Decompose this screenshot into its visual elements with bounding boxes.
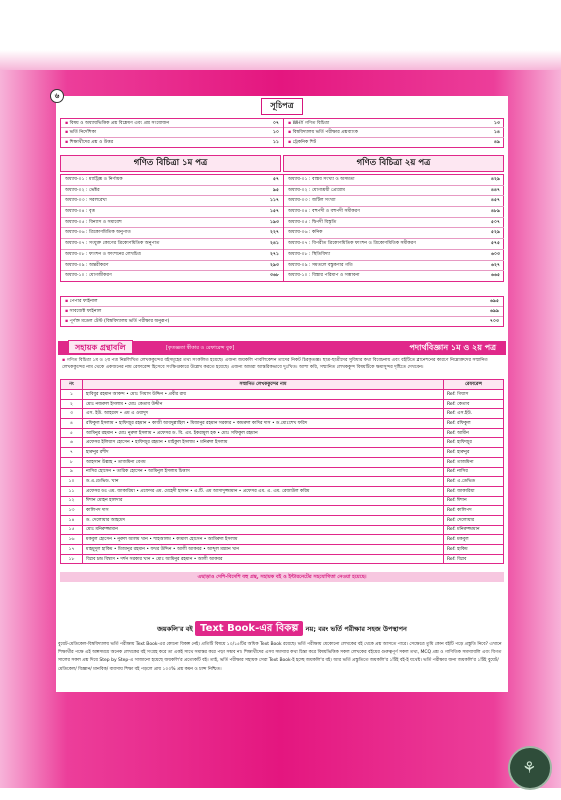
cell-no: ৮: [61, 457, 83, 467]
cell-name: প্রফেসর ইলিয়াস হোসেন • হাফিজুর রহমান • মাইকুল ইসলাম • মনিরুল ইসলাম: [83, 438, 444, 448]
cell-ref: Ref: নাসির: [444, 467, 504, 477]
cell-name: রফিকুল ইসলাম • হাফিজুর রহমান • কাজী আবদুল্লাহিল • মিজানুর রহমান সরকার • কামরুল কাদির দাস • ড.মোঃশেখ ফরিদ: [83, 419, 444, 429]
cell-name: এস. ইউ. আহমেদ • এম এ ওয়াদুদ: [83, 409, 444, 419]
cell-ref: Ref: মনিরুজ্জামান: [444, 525, 504, 535]
reference-table-body: [61, 390, 504, 564]
cell-name: মোঃ মনিরুজ্জামান: [83, 525, 444, 535]
cell-ref: Ref: হাকিম: [444, 545, 504, 555]
cell-no: ১৩: [61, 506, 83, 516]
chapter-item[interactable]: অধ্যায়-০৭ : সংযুক্ত কোণের ত্রিকোণমিতিক অনুপাত ২৪১: [61, 239, 283, 250]
watermark-logo: [508, 746, 552, 790]
table-row: [61, 486, 504, 496]
chapter-item[interactable]: অধ্যায়-০১ : বাস্তব সংখ্যা ও অসমতা ৪২৯: [284, 175, 504, 186]
paper2-chapter-list: [284, 175, 504, 282]
textbook-line: জয়কলি'র বই Text Book-এর বিকল্প নয়; বরং ভর্তি পরীক্ষার সহজ উপস্থাপন: [157, 623, 407, 634]
paper1-heading: গণিত বিচিত্রা ১ম পত্র: [60, 155, 281, 172]
chapter-item[interactable]: অধ্যায়-১০ : যোগজীকরণ ৩৬৮: [65, 273, 279, 279]
cell-ref: Ref: মকবুল: [444, 535, 504, 545]
chapter-item[interactable]: অধ্যায়-০২ : যোগাশ্রয়ী প্রোগ্রাম ৪৪৭: [284, 186, 504, 197]
page-title: সূচিপত্র: [261, 98, 302, 115]
cell-no: ৫: [61, 428, 83, 438]
cell-name: ড.এ.ডেভিড. খান: [83, 477, 444, 487]
cell-ref: Ref: জাকারিয়া: [444, 486, 504, 496]
cell-ref: Ref: বিপ্লব: [444, 554, 504, 564]
reference-notice: ▪ গণিত বিচিত্রা ১ম ও ২য় পত্র নিম্নলিখিত লেখককুন্দের বইসমূহের তথ্য সংকলিত হয়েছে। এজন্য জয়কলি পাবলিকেশন তাদের নিকট চিরকৃতজ্ঞ। ছাত্র-ছাত্রীদের সুবিধার কথা বিবেচনায় এবং বইটিতে ব্লানেশনের কারণে নিম্নোক্তদের সম্মানিত লেখককুন্দের নাম থেকে একজনের নাম রেফারেন্স হিসেবে সংক্ষিপ্তকারে উল্লেখ করতে হয়েছে। এজন্য আমরা আন্তরিকভাবে দুঃখিত। আশা করি, সম্মানিত লেখককুন্দ বিষয়টিকে ক্ষমাসুন্দর দৃষ্টিতে দেখবেন।: [62, 358, 488, 370]
list-item[interactable]: ▪ পূর্ণাঙ্গ মডেল টেস্ট (বিশ্ববিদ্যালয় ভর্তি পরীক্ষার অনুরূপ) ৭০৩: [65, 319, 499, 324]
table-row: [61, 515, 504, 525]
table-row: [61, 477, 504, 487]
list-item[interactable]: ▪ সাবজেক্ট ফাইনাল ৬৯৯: [61, 307, 503, 317]
chapter-item[interactable]: অধ্যায়-০৫ : বিন্যাস ও সমাবেশ ১৯৩: [61, 218, 283, 229]
col-no: নং: [61, 380, 83, 390]
chapter-item[interactable]: অধ্যায়-০১ : ম্যাট্রিক্স ও নির্ণায়ক ৫৭: [61, 175, 283, 186]
list-item[interactable]: ▪ WHY গণিত বিচিত্রা ১৩: [284, 119, 504, 128]
cell-ref: Ref: এ.ডেভিড: [444, 477, 504, 487]
table-row: [61, 457, 504, 467]
list-item[interactable]: ▪ পেপার ফাইনাল ৬৯৫: [61, 297, 503, 307]
cell-ref: Ref: কেতাব: [444, 399, 504, 409]
cell-ref: Ref: ঈশান: [444, 496, 504, 506]
cell-no: ৩: [61, 409, 83, 419]
reference-subtitle: [কৃতজ্ঞতা স্বীকার ও রেফারেন্স বুক]: [166, 345, 235, 351]
table-row: [61, 506, 504, 516]
cell-no: ১৭: [61, 545, 83, 555]
cell-name: ড. দেলোয়ার আহমেদ: [83, 515, 444, 525]
chapter-item[interactable]: অধ্যায়-০৭ : বিপরীত ত্রিকোণমিতিক ফাংশন ও ত্রিকোণমিতিক সমীকরণ ৫৭৫: [284, 239, 504, 250]
cell-ref: Ref: আমীন: [444, 428, 504, 438]
top-index-box: [60, 118, 504, 148]
chapter-item[interactable]: অধ্যায়-০৬ : কনিক ৫২৯: [284, 228, 504, 239]
cell-ref: Ref: কালিপদ: [444, 506, 504, 516]
chapter-item[interactable]: অধ্যায়-০৮ : ফাংশন ও ফাংশনের লেখচিত্র ২৭১: [61, 250, 283, 261]
cell-no: ১০: [61, 477, 83, 487]
cell-no: ৭: [61, 448, 83, 458]
list-item[interactable]: ▪ বিশ্ববিদ্যালয় ভর্তি পরীক্ষার প্রশ্নব্যাংক ১৪: [284, 128, 504, 137]
cell-ref: Ref: হাফিজুর: [444, 438, 504, 448]
cell-no: ১১: [61, 486, 83, 496]
textbook-highlight: Text Book-এর বিকল্প: [195, 621, 303, 636]
chapter-item[interactable]: অধ্যায়-০৯ : সমতলে বস্তুকণার গতি ৬২৭: [284, 261, 504, 272]
chapter-item[interactable]: অধ্যায়-০৮ : স্থিতিবিদ্যা ৬০৩: [284, 250, 504, 261]
table-header-row: [61, 380, 504, 390]
cell-ref: Ref: তাজমিনা: [444, 457, 504, 467]
list-item[interactable]: ▪ বিষয় ও অধ্যায়ভিত্তিক প্রশ্ন বিশ্লেষণ এবং প্রশ্ন সংযোজন ০৭: [61, 119, 283, 128]
finals-box: [60, 296, 504, 327]
table-row: [61, 525, 504, 535]
chapter-item[interactable]: অধ্যায়-০৪ : বৃত্ত ১৫৭: [61, 207, 283, 218]
col-ref: রেফারেন্স: [444, 380, 504, 390]
page-number: ৬: [50, 89, 64, 103]
cell-no: ১৫: [61, 525, 83, 535]
reference-banner: [58, 341, 506, 355]
reference-foot-note: এছাড়াও দেশি-বিদেশি বহু গ্রন্থ, সহায়ক বই ও ইন্টারনেটের সহযোগিতা নেওয়া হয়েছে।: [60, 572, 504, 582]
table-row: [61, 438, 504, 448]
table-row: [61, 399, 504, 409]
chapter-item[interactable]: অধ্যায়-০২ : ভেক্টর ৯৫: [61, 186, 283, 197]
cell-ref: Ref: গিয়াস: [444, 390, 504, 400]
list-item[interactable]: ▪ শিক্ষার্থীদের প্রশ্ন ও উত্তর ১১: [65, 139, 279, 145]
cell-no: ১৪: [61, 515, 83, 525]
description-paragraph: বুয়েট-মেডিকেল-বিশ্ববিদ্যালয় ভর্তি পরীক্ষায় Text Book-এর কোনো বিকল্প নেই। প্রতিটি বিষয়ে ১০/১৫টির অধিক Text Book রয়েছে। ভর্তি পরীক্ষায় যেকোনো লেখকের বই থেকে প্রশ্ন আসতে পারে। সেক্ষেত্রে তুমি কোন বইটি পড়ে প্রস্তুতি নিবে? এখানে শিক্ষার্থীর পক্ষে এই অল্পসময়ে অনেক লেখকের বই সংগ্রহ করে তা একই সাথে সমান্তর করে পড়া সম্ভব না। শিক্ষার্থীদের এসব সমস্যার কথা চিন্তা করে বিষয়ভিত্তিক সকল লেখকের বইয়ের গুরুত্বপূর্ণ সকল তথ্য, MCQ প্রশ্ন ও গাণিতিক সমস্যাবলি এবং বিগত সালের সকল প্রশ্ন দিয়ে Step by Step-এ সাজানো হয়েছে জয়কলি'র প্রত্যেকটি বই। তাই, ভর্তি পরীক্ষার সহায়ক সেরা Text Book-ই হচ্ছে জয়কলি'র বই। আর ভর্তি প্রস্তুতিতে জয়কলি'র ১টিই বই-ই যথেষ্ট। ভর্তি পরীক্ষার জন্য জয়কলি'র ১টিই বুয়েট/ মেডিকেল/ বিজ্ঞান/ মানবিক/ ব্যবসায় শিক্ষা বই পড়লে প্রায় ১০০% প্রশ্ন কমন ও চান্স নিশ্চিত।: [58, 642, 502, 672]
cell-no: ১৮: [61, 554, 83, 564]
paper1-chapter-list: [61, 175, 283, 282]
table-row: [61, 409, 504, 419]
cell-no: ২: [61, 399, 83, 409]
cell-name: বিপ্লব চন্দ্র বিশ্বাস • দর্শন সরকার খান • মোঃ আমিনুর রহমান • আলী আকবর: [83, 554, 444, 564]
cell-ref: Ref: দেলোয়ার: [444, 515, 504, 525]
list-item[interactable]: ▪ ভর্তি নির্দেশিকা ১০: [61, 128, 283, 137]
paper2-heading: গণিত বিচিত্রা ২য় পত্র: [283, 155, 504, 172]
cell-no: ১: [61, 390, 83, 400]
table-row: [61, 390, 504, 400]
reference-subject: পদার্থবিজ্ঞান ১ম ও ২য় পত্র: [409, 343, 496, 352]
cell-ref: Ref: হারুনুর: [444, 448, 504, 458]
title-bar: [56, 96, 508, 114]
cell-ref: Ref: এস.ইউ.: [444, 409, 504, 419]
cell-no: ১২: [61, 496, 83, 506]
cell-name: হাবিবুর রহমান আকন্দ • মোঃ গিয়াস উদ্দিন • প্রবীর রায়: [83, 390, 444, 400]
table-row: [61, 428, 504, 438]
cell-ref: Ref: রফিকুল: [444, 419, 504, 429]
table-row: [61, 535, 504, 545]
cell-name: মোঃ নজরুল ইসলাম • মোঃ কেতাব উদ্দীন: [83, 399, 444, 409]
list-item[interactable]: ▪ ট্রেকনিক শিট ৪৯: [288, 139, 500, 145]
col-name: সম্মানিত লেখককুন্দের নাম: [83, 380, 444, 390]
cell-name: মকবুল হোসেন • নুরুল আলম খান • শাহআলম • কামাল হোসেন • আমিরুল ইসলাম: [83, 535, 444, 545]
table-row: [61, 467, 504, 477]
top-right-list: [284, 119, 504, 147]
chapter-item[interactable]: অধ্যায়-০৩ : সরলরেখা ১১৭: [61, 196, 283, 207]
cell-no: ৯: [61, 467, 83, 477]
notice-bullet-icon: ▪: [62, 358, 67, 363]
book-icon: ⚘: [522, 758, 537, 777]
cell-name: আহসান উল্লাহ • তাজমিনা বেগম: [83, 457, 444, 467]
chapter-item[interactable]: অধ্যায়-০৪ : বহুপদী ও বহুপদী সমীকরণ ৪৮৯: [284, 207, 504, 218]
cell-no: ৬: [61, 438, 83, 448]
chapter-item[interactable]: অধ্যায়-০৯ : অন্তরীকরণ ২৯৩: [61, 261, 283, 272]
table-row: [61, 448, 504, 458]
table-row: [61, 496, 504, 506]
cell-name: ঈশান মোহন হালদার: [83, 496, 444, 506]
chapter-box: [60, 174, 504, 282]
cell-name: আমিনুর রহমান • মোঃ নুরুল ইসলাম • প্রফেসর ড. বি. এম. ইকরামুল হক • মোঃ সফিকুল রহমান: [83, 428, 444, 438]
top-left-list: [61, 119, 283, 147]
reference-title: সহায়ক গ্রন্থাবলি: [68, 340, 133, 354]
table-row: [61, 545, 504, 555]
cell-name: প্রফেসর ডঃ এম. জাকারিয়া • প্রফেসর এম. মেহেদী হাসান • এ.টি. এম আসাদুজ্জামান • প্রফেসর এম. এ. এম. রেজাউল করিম: [83, 486, 444, 496]
chapter-item[interactable]: অধ্যায়-০৬ : ত্রিকোণমিতিক অনুপাত ২২৭: [61, 228, 283, 239]
cell-name: নাসির হোসেন • তারিক হোসেন • আমিনুল ইসলাম চিত্তাস: [83, 467, 444, 477]
chapter-item[interactable]: অধ্যায়-১০ : বিস্তার পরিমাপ ও সম্ভাবনা ৬৬৫: [288, 273, 500, 279]
chapter-item[interactable]: অধ্যায়-০৩ : জটিল সংখ্যা ৪৫৭: [284, 196, 504, 207]
chapter-item[interactable]: অধ্যায়-০৫ : দ্বিপদী বিস্তৃতি ৫০৭: [284, 218, 504, 229]
cell-name: কালিপদ দাস: [83, 506, 444, 516]
cell-no: ৪: [61, 419, 83, 429]
cell-no: ১৬: [61, 535, 83, 545]
cell-name: হারুনুর রশীদ: [83, 448, 444, 458]
reference-table: [60, 379, 504, 564]
cell-name: মাহমুদুল হাকিম • মিজানুর রহমান • ফখর উদ্দিন • আলী আকবর • আব্দুল মান্নান খান: [83, 545, 444, 555]
table-row: [61, 554, 504, 564]
table-row: [61, 419, 504, 429]
